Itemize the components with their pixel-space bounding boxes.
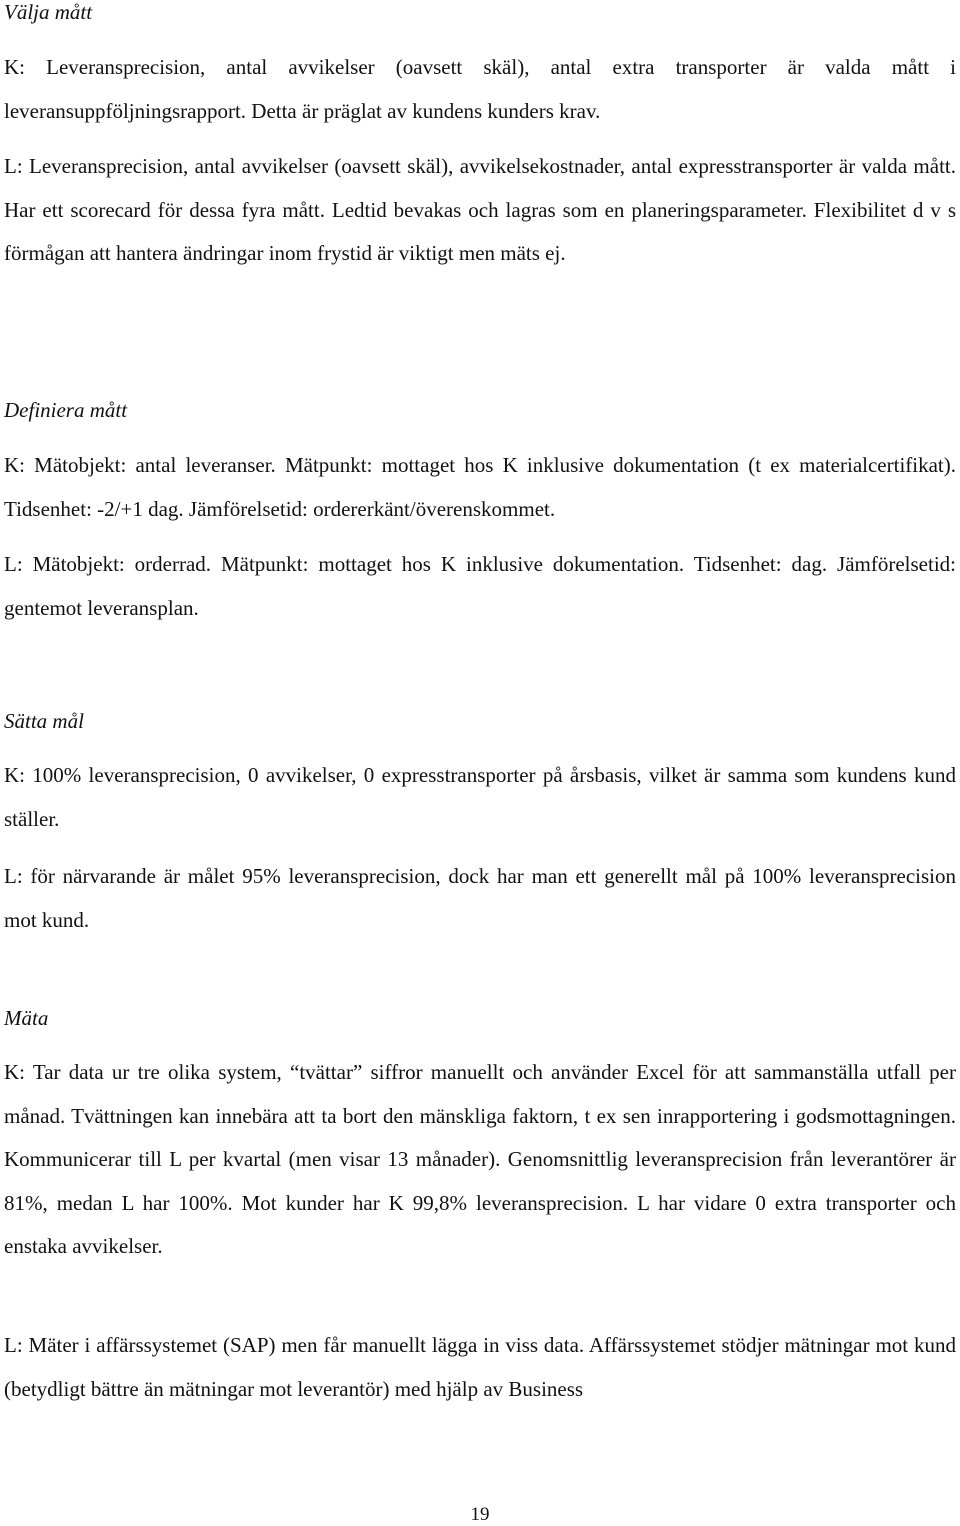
paragraph-valja-k: K: Leveransprecision, antal avvikelser (oavsett skäl), antal extra transporter är valda mått i leveransuppföljningsrapport. Detta är präglat av kundens kunders krav. — [4, 55, 956, 123]
paragraph-mata-k: K: Tar data ur tre olika system, “tvättar” siffror manuellt och använder Excel för att sammanställa utfall per månad. Tvättningen kan innebära att ta bort den mänskliga faktorn, t ex sen inrapportering i godsmottagningen. Kommunicerar till L per kvartal (men visar 13 månader). Genomsnittlig leveransprecision från leverantörer är 81%, medan L har 100%. Mot kunder har K 99,8% leveransprecision. L har vidare 0 extra transporter och enstaka avvikelser. — [4, 1060, 956, 1258]
paragraph-definiera-k: K: Mätobjekt: antal leveranser. Mätpunkt: mottaget hos K inklusive dokumentation (t ex materialcertifikat). Tidsenhet: -2/+1 dag. Jämförelsetid: ordererkänt/överenskommet. — [4, 453, 956, 521]
paragraph-satta-l: L: för närvarande är målet 95% leveransprecision, dock har man ett generellt mål på 100% leveransprecision mot kund. — [4, 864, 956, 932]
page-number: 19 — [470, 1504, 490, 1525]
paragraph-valja-l: L: Leveransprecision, antal avvikelser (oavsett skäl), avvikelsekostnader, antal expresstransporter är valda mått. Har ett scorecard för dessa fyra mått. Ledtid bevakas och lagras som en planeringsparameter. Flexibilitet d v s förmågan att hantera ändringar inom frystid är viktigt men mäts ej. — [4, 154, 956, 265]
section-heading-satta-mal: Sätta mål — [4, 709, 84, 733]
paragraph-mata-l: L: Mäter i affärssystemet (SAP) men får manuellt lägga in viss data. Affärssystemet stödjer mätningar mot kund (betydligt bättre än mätningar mot leverantör) med hjälp av Business — [4, 1333, 956, 1401]
section-heading-valja-matt: Välja mått — [4, 0, 93, 24]
paragraph-satta-k: K: 100% leveransprecision, 0 avvikelser, 0 expresstransporter på årsbasis, vilket är samma som kundens kund ställer. — [4, 763, 956, 831]
section-heading-mata: Mäta — [4, 1006, 49, 1030]
paragraph-definiera-l: L: Mätobjekt: orderrad. Mätpunkt: mottaget hos K inklusive dokumentation. Tidsenhet: dag. Jämförelsetid: gentemot leveransplan. — [4, 552, 956, 620]
section-heading-definiera-matt: Definiera mått — [4, 398, 128, 422]
